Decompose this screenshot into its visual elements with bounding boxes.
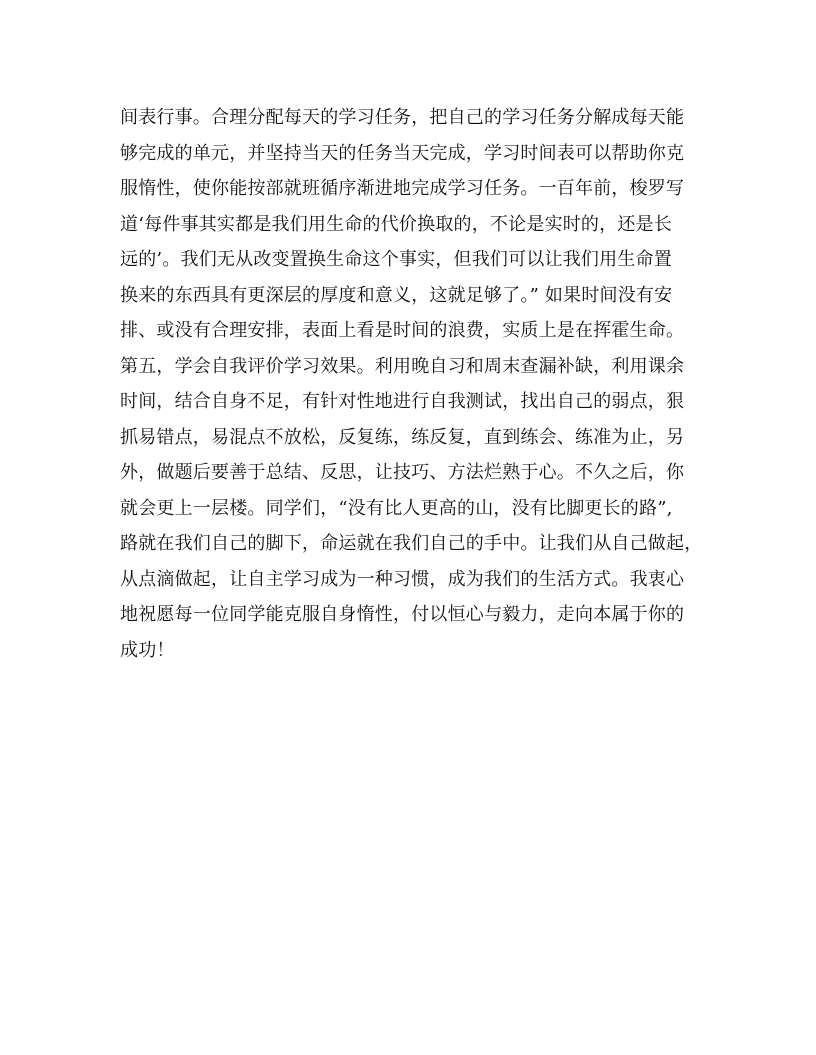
text-line: 地祝愿每一位同学能克服自身惰性，付以恒心与毅力，走向本属于你的: [120, 604, 685, 625]
text-line: 外，做题后要善于总结、反思，让技巧、方法烂熟于心。不久之后，你: [120, 462, 685, 483]
text-line: 间表行事。合理分配每天的学习任务，把自己的学习任务分解成每天能: [120, 107, 685, 128]
text-line: 服惰性，使你能按部就班循序渐进地完成学习任务。一百年前，梭罗写: [120, 178, 685, 199]
text-line: 就会更上一层楼。同学们，“没有比人更高的山，没有比脚更长的路”,: [120, 497, 673, 519]
text-line: 远的’。我们无从改变置换生命这个事实，但我们可以让我们用生命置: [120, 249, 672, 270]
text-line: 道‘每件事其实都是我们用生命的代价换取的，不论是实时的，还是长: [120, 213, 672, 235]
text-line: 够完成的单元，并坚持当天的任务当天完成，学习时间表可以帮助你克: [120, 142, 685, 164]
body-text: [120, 100, 720, 668]
text-line: 换来的东西具有更深层的厚度和意义，这就足够了。” 如果时间没有安: [120, 284, 673, 306]
text-line: 成功！: [120, 639, 175, 661]
text-line: 抓易错点，易混点不放松，反复练，练反复，直到练会、练准为止，另: [120, 426, 685, 448]
text-line: 时间，结合自身不足，有针对性地进行自我测试，找出自己的弱点，狠: [120, 391, 685, 412]
text-line: 第五，学会自我评价学习效果。利用晚自习和周末查漏补缺，利用课余: [120, 355, 685, 377]
text-line: 路就在我们自己的脚下，命运就在我们自己的手中。让我们从自己做起，: [120, 533, 703, 554]
text-line: 排、或没有合理安排，表面上看是时间的浪费，实质上是在挥霍生命。: [120, 320, 685, 341]
text-line: 从点滴做起，让自主学习成为一种习惯，成为我们的生活方式。我衷心: [120, 568, 685, 590]
